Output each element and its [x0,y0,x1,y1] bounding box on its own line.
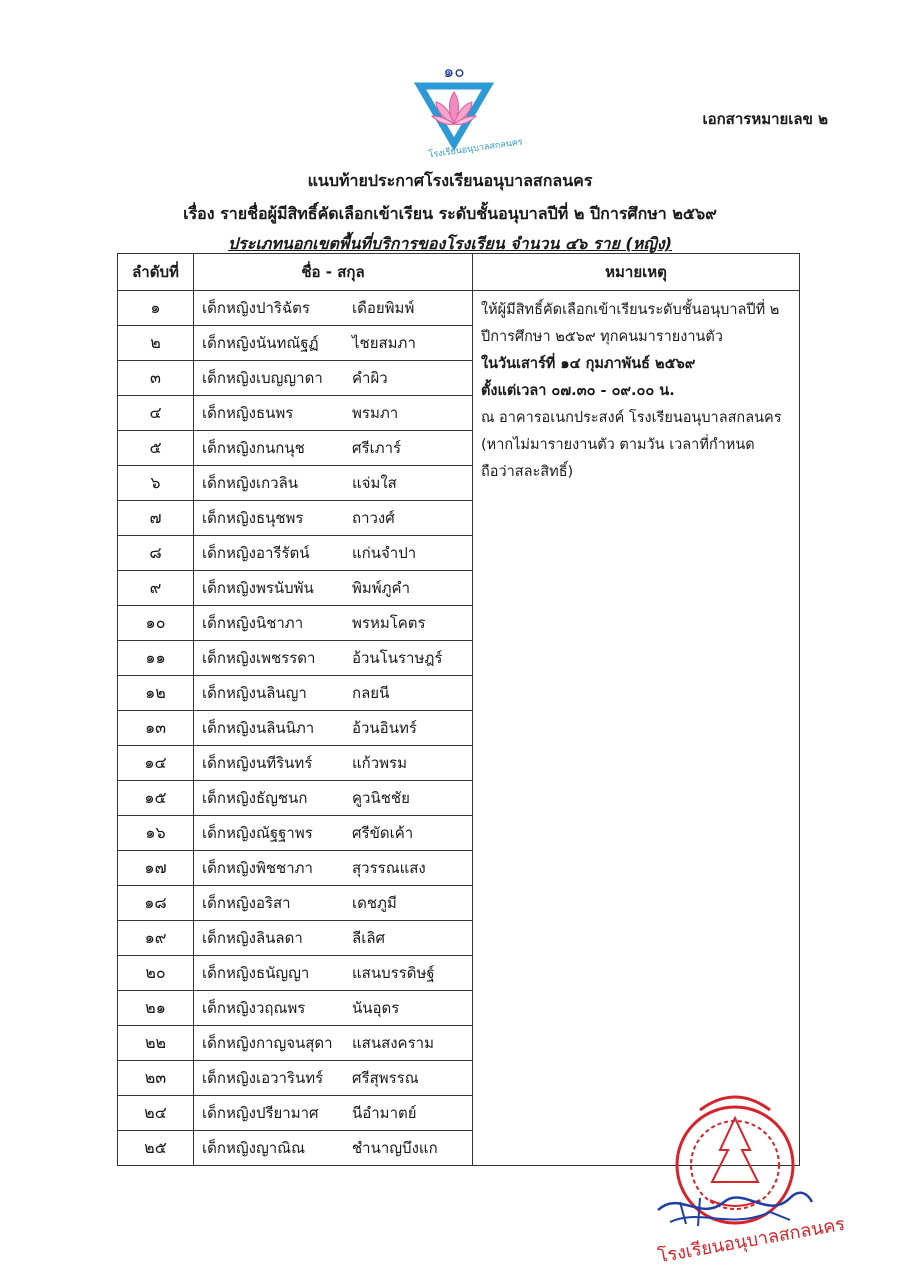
first-name: เด็กหญิงปรียามาศ [202,1104,319,1122]
lotus-triangle-icon [418,78,524,161]
first-name: เด็กหญิงธนัญญา [202,964,310,982]
header-name: ชื่อ - สกุล [194,254,473,291]
remark-line4: ตั้งแต่เวลา ๐๗.๓๐ - ๐๙.๐๐ น. [481,383,675,399]
student-name [194,571,473,606]
first-name: เด็กหญิงกาญจนสุดา [202,1034,333,1052]
student-name [194,606,473,641]
last-name: แสนบรรดิษฐ์ [352,964,435,982]
first-name: เด็กหญิงนิชาภา [202,614,304,632]
first-name: เด็กหญิงธัญชนก [202,789,308,807]
svg-text:โรงเรียนอนุบาลสกลนคร: โรงเรียนอนุบาลสกลนคร [428,137,524,161]
student-name [194,536,473,571]
heading-category: ประเภทนอกเขตพื้นที่บริการของโรงเรียน จำนวน ๔๖ ราย (หญิง) [227,234,673,253]
student-name [194,676,473,711]
student-name [194,291,473,326]
row-number: ๓ [118,361,194,396]
remark-line2: ปีการศึกษา ๒๕๖๙ ทุกคนมารายงานตัว [481,329,723,345]
row-number: ๑๓ [118,711,194,746]
row-number: ๒๓ [118,1061,194,1096]
heading-attachment: แนบท้ายประกาศโรงเรียนอนุบาลสกลนคร [307,171,593,190]
student-name [194,1131,473,1166]
student-name [194,956,473,991]
student-name [194,641,473,676]
heading-subject: เรื่อง รายชื่อผู้มีสิทธิ์คัดเลือกเข้าเรียน ระดับชั้นอนุบาลปีที่ ๒ ปีการศึกษา ๒๕๖๙ [183,204,717,223]
remark-line3: ในวันเสาร์ที่ ๑๔ กุมภาพันธ์ ๒๕๖๙ [481,356,696,372]
student-list-table [117,253,800,1166]
first-name: เด็กหญิงวฤณพร [202,999,306,1017]
first-name: เด็กหญิงนลินญา [202,684,307,702]
first-name: เด็กหญิงธนุชพร [202,509,304,527]
last-name: แก่นจำปา [352,544,417,562]
first-name: เด็กหญิงณัฐฐาพร [202,824,313,842]
last-name: พรหมโคตร [352,614,426,632]
row-number: ๔ [118,396,194,431]
row-number: ๒ [118,326,194,361]
logo-number: ๑๐ [443,62,465,82]
first-name: เด็กหญิงญาณิณ [202,1139,305,1157]
row-number: ๒๒ [118,1026,194,1061]
first-name: เด็กหญิงนลินนิภา [202,719,315,737]
student-name [194,466,473,501]
first-name: เด็กหญิงอริสา [202,894,291,912]
row-number: ๑๒ [118,676,194,711]
remark-line6: (หากไม่มารายงานตัว ตามวัน เวลาที่กำหนด [481,437,755,453]
first-name: เด็กหญิงเอวารินทร์ [202,1069,324,1087]
student-name [194,1096,473,1131]
last-name: แสนสงคราม [352,1034,434,1052]
remark-line5: ณ อาคารอเนกประสงค์ โรงเรียนอนุบาลสกลนคร [481,410,782,426]
header-no: ลำดับที่ [118,254,194,291]
row-number: ๑๖ [118,816,194,851]
row-number: ๒๑ [118,991,194,1026]
student-name [194,431,473,466]
remark-line7: ถือว่าสละสิทธิ์) [481,464,574,480]
last-name: พรมภา [352,404,399,422]
first-name: เด็กหญิงนทีรินทร์ [202,754,313,772]
student-name [194,816,473,851]
school-seal-stamp [640,1090,847,1277]
last-name: ศรีสุพรรณ [352,1069,419,1087]
last-name: คำผิว [352,369,388,387]
first-name: เด็กหญิงนันทณัฐฏ์ [202,334,319,352]
row-number: ๗ [118,501,194,536]
student-name [194,781,473,816]
first-name: เด็กหญิงกนกนุช [202,439,305,457]
document-number: เอกสารหมายเลข ๒ [702,110,828,128]
first-name: เด็กหญิงพรนับพัน [202,579,314,597]
first-name: เด็กหญิงอารีรัตน์ [202,544,310,562]
student-name [194,886,473,921]
student-name [194,326,473,361]
first-name: เด็กหญิงเบญญาดา [202,369,323,387]
student-name [194,1061,473,1096]
school-logo [412,58,524,161]
row-number: ๒๔ [118,1096,194,1131]
first-name: เด็กหญิงเพชรรดา [202,649,316,667]
row-number: ๑๗ [118,851,194,886]
row-number: ๑ [118,291,194,326]
row-number: ๑๕ [118,781,194,816]
first-name: เด็กหญิงลินลดา [202,929,303,947]
header-remark: หมายเหตุ [473,254,800,291]
row-number: ๕ [118,431,194,466]
student-name [194,501,473,536]
first-name: เด็กหญิงเกวลิน [202,474,299,492]
row-number: ๒๕ [118,1131,194,1166]
last-name: เดชภูมี [352,894,397,912]
last-name: ศรีเภาร์ [352,439,402,457]
last-name: ศรีขัดเค้า [352,824,414,842]
student-name [194,396,473,431]
last-name: นันอุดร [352,999,400,1017]
table-row [118,291,800,326]
last-name: นีอำมาตย์ [352,1104,417,1122]
last-name: พิมพ์ภูคำ [352,579,411,597]
last-name: ชำนาญบึงแก [352,1139,438,1157]
row-number: ๑๔ [118,746,194,781]
first-name: เด็กหญิงพิชชาภา [202,859,313,877]
student-name [194,1026,473,1061]
last-name: ถาวงศ์ [352,509,395,527]
svg-text:โรงเรียนอนุบาลสกลนคร: โรงเรียนอนุบาลสกลนคร [656,1213,847,1268]
last-name: เดือยพิมพ์ [352,299,415,317]
student-name [194,711,473,746]
row-number: ๙ [118,571,194,606]
last-name: แจ่มใส [352,474,397,492]
last-name: สุวรรณแสง [352,859,426,877]
row-number: ๘ [118,536,194,571]
student-name [194,361,473,396]
row-number: ๑๘ [118,886,194,921]
row-number: ๑๑ [118,641,194,676]
student-name [194,746,473,781]
last-name: ลีเลิศ [352,929,386,947]
student-name [194,921,473,956]
student-name [194,851,473,886]
row-number: ๑๐ [118,606,194,641]
last-name: กลยนี [352,684,390,702]
row-number: ๖ [118,466,194,501]
student-name [194,991,473,1026]
row-number: ๒๐ [118,956,194,991]
last-name: ไชยสมภา [352,334,416,352]
first-name: เด็กหญิงปาริฉัตร [202,299,310,317]
last-name: แก้วพรม [352,754,408,772]
last-name: อ้วนโนราษฎร์ [352,649,443,667]
last-name: คูวนิชชัย [352,789,410,807]
row-number: ๑๙ [118,921,194,956]
remark-line1: ให้ผู้มีสิทธิ์คัดเลือกเข้าเรียนระดับชั้นอนุบาลปีที่ ๒ [481,302,780,318]
first-name: เด็กหญิงธนพร [202,404,294,422]
last-name: อ้วนอินทร์ [352,719,417,737]
remark-cell [473,291,800,1166]
table-header-row [118,254,800,291]
